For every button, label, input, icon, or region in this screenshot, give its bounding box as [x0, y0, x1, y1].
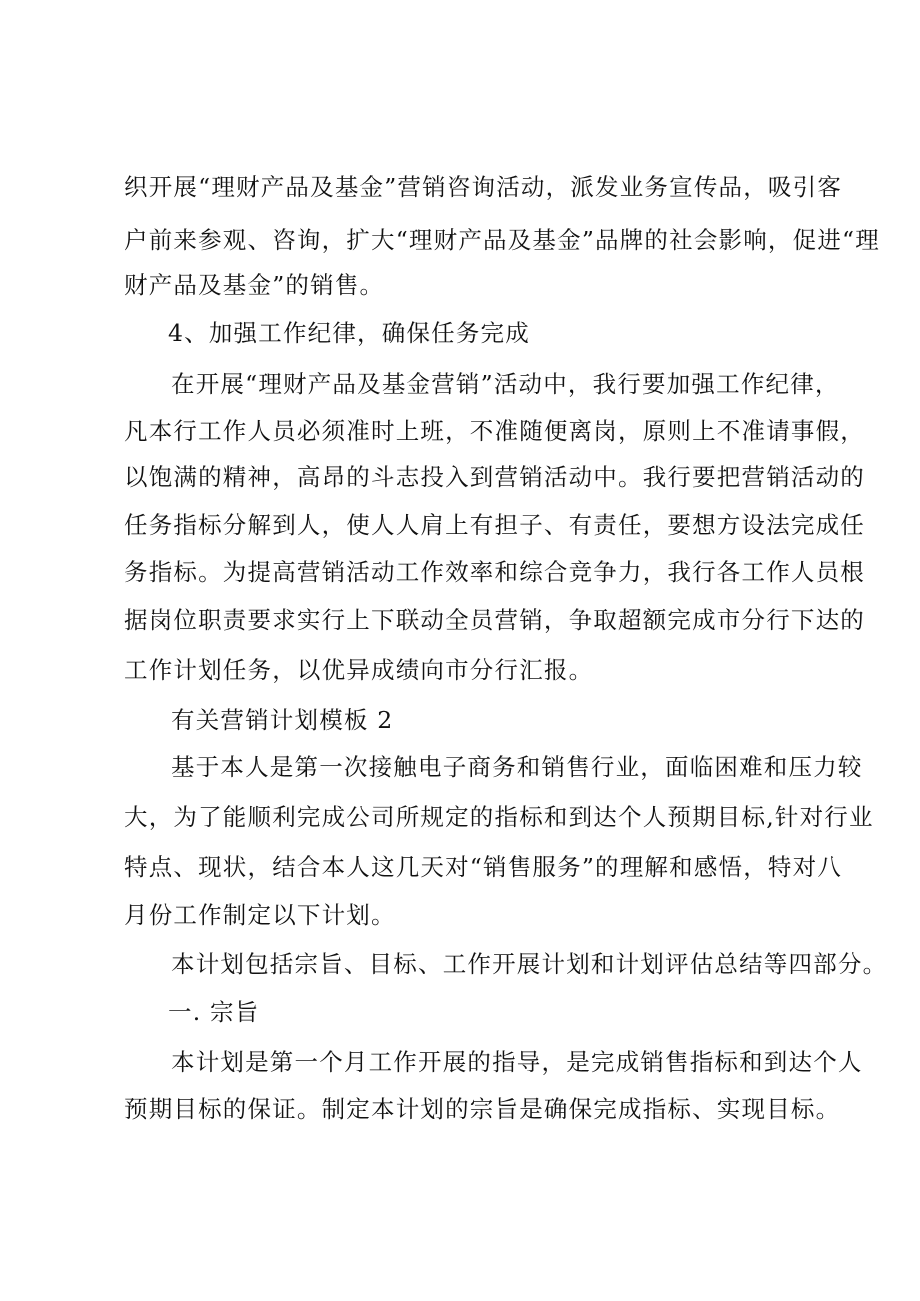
- text-line: 凡本行工作人员必须准时上班，不准随便离岗，原则上不准请事假，: [124, 417, 865, 445]
- text-line: 工作计划任务，以优异成绩向市分行汇报。: [124, 656, 594, 684]
- template-heading: 有关营销计划模板 2: [171, 706, 394, 734]
- text-line: 财产品及基金”的销售。: [124, 271, 385, 299]
- text-line: 织开展“理财产品及基金”营销咨询活动，派发业务宣传品，吸引客: [124, 173, 843, 201]
- text-line: 户前来参观、咨询，扩大“理财产品及基金”品牌的社会影响，促进“理: [124, 226, 880, 254]
- text-line: 大，为了能顺利完成公司所规定的指标和到达个人预期目标,针对行业: [124, 803, 874, 831]
- text-line: 以饱满的精神，高昂的斗志投入到营销活动中。我行要把营销活动的: [124, 463, 865, 491]
- text-line: 任务指标分解到人，使人人肩上有担子、有责任，要想方设法完成任: [124, 511, 865, 539]
- text-line: 本计划包括宗旨、目标、工作开展计划和计划评估总结等四部分。: [171, 950, 888, 978]
- section-heading: 4、加强工作纪律，确保任务完成: [168, 319, 530, 347]
- text-line: 据岗位职责要求实行上下联动全员营销，争取超额完成市分行下达的: [124, 606, 865, 634]
- text-line: 本计划是第一个月工作开展的指导，是完成销售指标和到达个人: [171, 1048, 863, 1076]
- text-line: 在开展“理财产品及基金营销”活动中，我行要加强工作纪律，: [171, 370, 840, 398]
- subsection-heading: 一. 宗旨: [168, 998, 260, 1026]
- text-line: 务指标。为提高营销活动工作效率和综合竞争力，我行各工作人员根: [124, 558, 865, 586]
- text-line: 预期目标的保证。制定本计划的宗旨是确保完成指标、实现目标。: [124, 1095, 841, 1123]
- text-line: 基于本人是第一次接触电子商务和销售行业，面临困难和压力较: [171, 753, 863, 781]
- text-line: 月份工作制定以下计划。: [124, 901, 396, 929]
- text-line: 特点、现状，结合本人这几天对“销售服务”的理解和感悟，特对八: [124, 853, 843, 881]
